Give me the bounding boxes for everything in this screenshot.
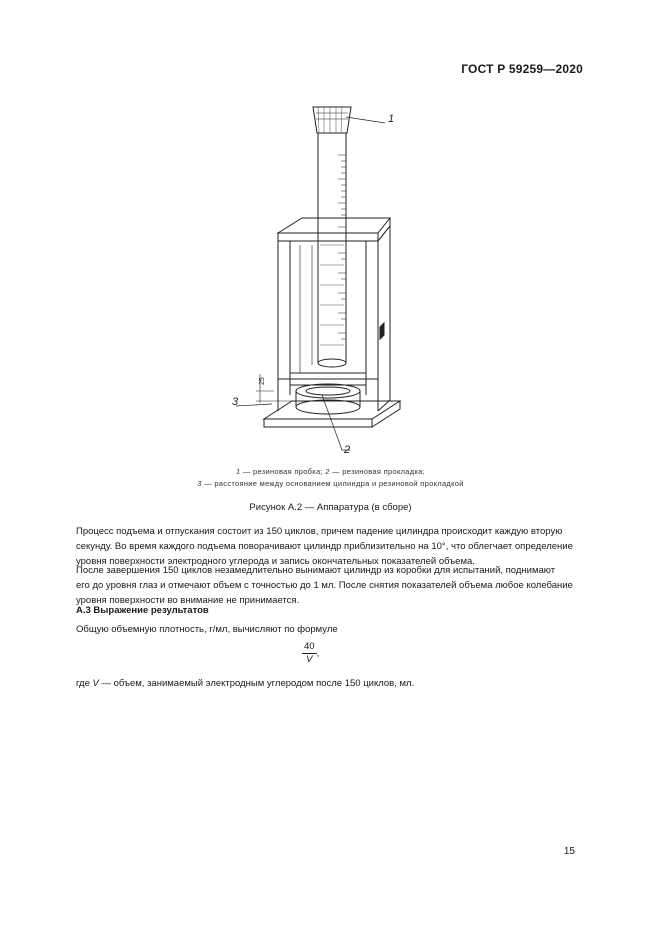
- paragraph-2: После завершения 150 циклов незамедлительно вынимают цилиндр из коробки для испытаний, поднимают его до уровня глаз и отмечают объем с точностью до 1 мл. После снятия показателей объема любое колебание уровня поверхности во внимание не принимается.: [76, 565, 573, 606]
- frame-top: [278, 218, 390, 233]
- dimension-label: 25: [259, 377, 266, 385]
- formula-numerator: 40: [304, 641, 315, 652]
- formula-denominator: V: [306, 654, 313, 665]
- callout-1: 1: [388, 113, 395, 125]
- paragraph-1: Процесс подъема и отпускания состоит из 150 циклов, причем падение цилиндра происходит каждую вторую секунду. Во время каждого подъема поворачивают цилиндр приблизительно на 10°, что облегчает определение уровня поверхности электродного углерода и запись окончательных показателей объема.: [76, 526, 573, 567]
- where-clause: где V — объем, занимаемый электродным углеродом после 150 циклов, мл.: [76, 678, 415, 689]
- graduated-cylinder: [318, 133, 346, 363]
- formula: $\frac{40}{V}$ ,: [304, 641, 320, 665]
- figure-caption: Рисунок А.2 — Аппаратура (в сборе): [249, 502, 412, 513]
- page-number: 15: [563, 846, 575, 857]
- standard-code: ГОСТ Р 59259—2020: [461, 62, 583, 76]
- callout-2: 2: [344, 444, 351, 456]
- paragraph-3: Общую объемную плотность, г/мл, вычисляют по формуле: [76, 624, 338, 635]
- apparatus-figure: [200, 95, 460, 465]
- section-heading: А.3 Выражение результатов: [76, 605, 209, 616]
- figure-legend-line-2: 3 — расстояние между основанием цилиндра и резиновой прокладкой: [197, 479, 464, 488]
- figure-legend-line-1: 1 — резиновая пробка; 2 — резиновая прокладка;: [235, 467, 426, 476]
- callout-3: 3: [232, 396, 239, 408]
